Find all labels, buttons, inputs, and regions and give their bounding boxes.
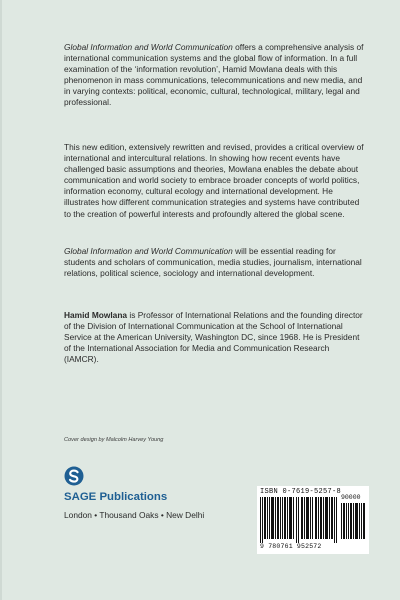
author-name: Hamid Mowlana bbox=[64, 310, 128, 320]
sage-logo-icon bbox=[64, 466, 84, 486]
description-paragraph-1 bbox=[64, 42, 364, 109]
isbn-number: ISBN 0-7619-5257-8 bbox=[260, 488, 342, 496]
isbn-barcode bbox=[257, 486, 369, 554]
publisher-cities: London • Thousand Oaks • New Delhi bbox=[64, 510, 205, 520]
author-bio bbox=[64, 310, 364, 365]
ean-barcode-icon bbox=[260, 497, 338, 543]
book-title: Global Information and World Communication bbox=[64, 42, 233, 52]
publisher-name: SAGE Publications bbox=[64, 491, 168, 503]
description-paragraph-3 bbox=[64, 246, 364, 279]
description-paragraph-2: This new edition, extensively rewritten and revised, provides a critical overview of international and intercultural relations. In showing how recent events have challenged basic assumptions and theories, Mowlana enables the debate about communication and world society to embrace broader concepts of world politics, information economy, cultural ecology and international development. He illustrates how different communication strategies and systems have contributed to the creation of powerful interests and profoundly altered the global scene. bbox=[64, 142, 364, 219]
cover-design-credit: Cover design by Malcolm Harvey Young bbox=[64, 437, 164, 443]
addon-barcode-icon bbox=[341, 503, 365, 539]
price-addon-code: 90000 bbox=[341, 494, 361, 501]
paragraph-text: is Professor of International Relations and the founding director of the Division of International Communication at the School of International Service at the American University, Washington DC, since 1968. He is President of the International Association for Media and Communication Research (IAMCR). bbox=[64, 310, 363, 365]
ean-number: 9 780761 952572 bbox=[260, 543, 322, 550]
paragraph-text: will be essential reading for students and scholars of communication, media studies, journalism, international relations, political science, sociology and international development. bbox=[64, 246, 362, 279]
book-title: Global Information and World Communication bbox=[64, 246, 233, 256]
paragraph-text: offers a comprehensive analysis of international communication systems and the global flow of information. In a full examination of the ‘information revolution’, Hamid Mowlana deals with this phenomenon in mass communications, telecommunications and new media, and in varying contexts: political, economic, cultural, technological, military, legal and professional. bbox=[64, 42, 364, 108]
